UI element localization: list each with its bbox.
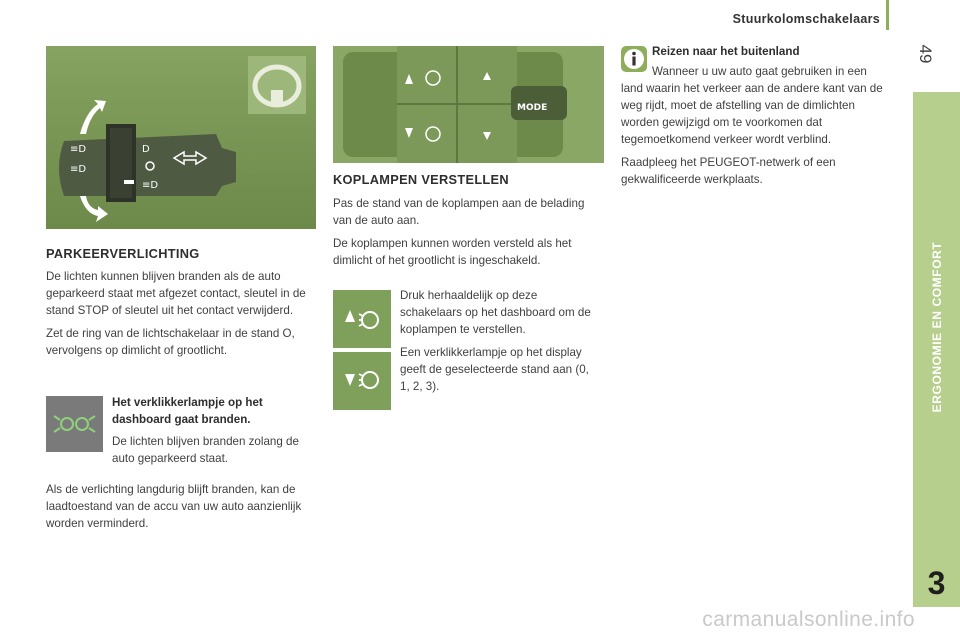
svg-text:≡D: ≡D (142, 180, 159, 191)
headlamp-switch-image (333, 46, 604, 163)
headlamp-paragraph-2: De koplampen kunnen worden versteld als het dimlicht of het grootlicht is ingeschakeld. (333, 237, 572, 267)
headlamp-up-icon (333, 290, 391, 348)
parking-warning (46, 481, 308, 538)
parking-indicator-paragraph: De lichten blijven branden zolang de auto geparkeerd staat. (112, 435, 299, 465)
headlamp-instructions (400, 287, 600, 401)
lighting-stalk-illustration (46, 46, 316, 229)
headlamp-paragraph-3: Druk herhaaldelijk op deze schakelaars op het dashboard om de koplampen te verstellen. (400, 289, 591, 336)
info-paragraph-2: Raadpleeg het PEUGEOT-netwerk of een gekwalificeerde werkplaats. (621, 156, 836, 186)
parking-paragraph-2: Zet de ring van de lichtschakelaar in de stand O, vervolgens op dimlicht of grootlicht. (46, 327, 295, 357)
info-heading: Reizen naar het buitenland (652, 45, 800, 58)
headlamp-paragraph-1: Pas de stand van de koplampen aan de belading van de auto aan. (333, 197, 585, 227)
headlamp-down-icon (333, 352, 391, 410)
watermark-text: carmanualsonline.info (702, 608, 915, 631)
parking-indicator-heading: Het verklikkerlampje op het dashboard gaat branden. (112, 396, 263, 426)
headlamp-intro (333, 195, 605, 275)
svg-text:D: D (142, 144, 150, 155)
info-paragraph-1: Wanneer u uw auto gaat gebruiken in een land waarin het verkeer aan de andere kant van de weg rijdt, moet de afstelling van de dimlichten worden gewijzigd om te voorkomen dat tegemoetkomend verkeer wordt verblind. (621, 65, 883, 146)
parking-paragraph-1: De lichten kunnen blijven branden als de auto geparkeerd staat met afgezet contact, sleutel in de stand STOP of sleutel uit het contact verwijderd. (46, 270, 306, 317)
page-number: 49 (916, 44, 935, 64)
chapter-band-label (913, 92, 960, 562)
parking-indicator-text (112, 394, 318, 473)
info-body (621, 63, 883, 194)
mode-button-label: MODE (517, 103, 548, 113)
svg-text:≡D: ≡D (70, 164, 87, 175)
lighting-stalk-image (46, 46, 316, 229)
headlamp-heading: KOPLAMPEN VERSTELLEN (333, 172, 509, 187)
headlamp-paragraph-4: Een verklikkerlampje op het display geeft de geselecteerde stand aan (0, 1, 2, 3). (400, 346, 589, 393)
page-header-title: Stuurkolomschakelaars (732, 12, 880, 26)
chapter-number: 3 (927, 565, 946, 601)
parking-heading: PARKEERVERLICHTING (46, 246, 200, 261)
section-label: ERGONOMIE EN COMFORT (929, 241, 944, 413)
headlamp-switch-illustration (333, 46, 604, 163)
parking-indicator-icon (46, 396, 103, 452)
header-rule (886, 0, 889, 30)
svg-text:≡D: ≡D (70, 144, 87, 155)
parking-paragraph-3: Als de verlichting langdurig blijft branden, kan de laadtoestand van de accu van uw auto aanzienlijk worden verminderd. (46, 483, 302, 530)
parking-intro (46, 268, 318, 365)
